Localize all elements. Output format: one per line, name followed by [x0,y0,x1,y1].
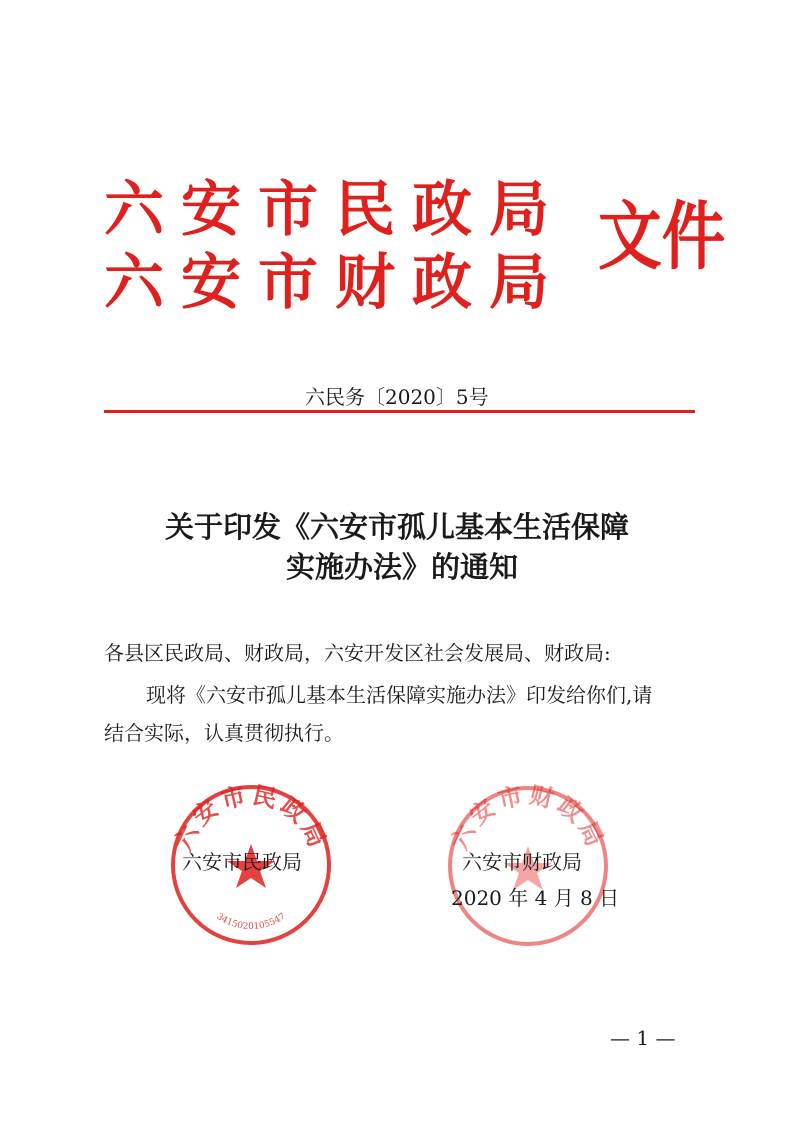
document-title-line-1: 关于印发《六安市孤儿基本生活保障 [164,510,629,544]
left-seal-number: 3415020105547 [214,911,288,933]
right-seal-text: 六安市财政局 [444,782,612,855]
page-number: — 1 — [610,1026,676,1050]
red-divider-line [104,410,695,413]
document-title-line-2: 实施办法》的通知 [285,550,518,584]
left-seal-text: 六安市民政局 [168,782,334,855]
doc-type-label: 文件 [598,194,726,280]
body-paragraph-line-1: 现将《六安市孤儿基本生活保障实施办法》印发给你们,请 [146,683,653,707]
svg-text:六安市财政局 [445,782,612,854]
issue-date: 2020 年 4 月 8 日 [451,886,620,910]
issuer-line-1: 六安市民政局 [104,175,566,245]
body-paragraph-line-2: 结合实际，认真贯彻执行。 [104,721,344,745]
recipient-line: 各县区民政局、财政局，六安开发区社会发展局、财政局: [104,641,611,665]
document-number: 六民务〔2020〕5号 [305,385,489,409]
svg-text:六安市民政局 [168,782,334,855]
signature-right-org: 六安市财政局 [462,850,582,874]
issuer-line-2: 六安市财政局 [104,248,566,318]
signature-left-org: 六安市民政局 [182,850,302,874]
svg-text:3415020105547 [214,912,287,933]
